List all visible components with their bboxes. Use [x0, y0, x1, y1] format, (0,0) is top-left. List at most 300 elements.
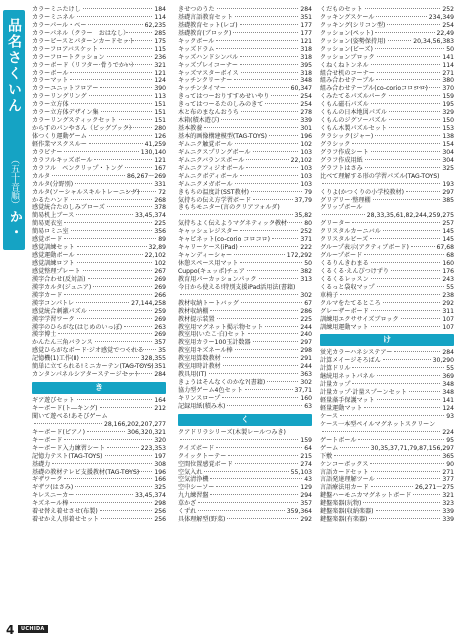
index-entry — [32, 421, 166, 429]
entry-pages: 126 — [154, 133, 166, 140]
entry-name: クリスタルビーズ — [320, 236, 369, 244]
index-entry — [32, 363, 166, 371]
entry-pages: 304 — [442, 156, 454, 164]
entry-name: クッキング(シリコン型) — [320, 21, 386, 29]
entry-name: キーボード(ピアノ) — [32, 428, 86, 436]
entry-pages: 184 — [154, 6, 166, 13]
index-entry — [320, 252, 454, 260]
leader-dots — [88, 24, 142, 25]
leader-dots — [322, 183, 440, 184]
leader-dots — [101, 111, 153, 112]
index-entry — [320, 461, 454, 469]
entry-pages: 223,353 — [140, 444, 166, 452]
entry-pages: 385 — [442, 196, 454, 204]
entry-pages: 160 — [300, 394, 312, 402]
index-entry — [320, 316, 454, 324]
entry-name: ゲーム — [320, 444, 339, 452]
leader-dots — [373, 199, 441, 200]
entry-name: くねくねトンネル — [320, 61, 369, 69]
entry-pages: 291 — [300, 355, 312, 363]
leader-dots — [217, 318, 299, 319]
section-header: く — [178, 414, 312, 426]
entry-pages: 80 — [304, 220, 312, 228]
entry-name: 記録用紙(積み木) — [178, 402, 226, 410]
index-entry — [320, 30, 454, 38]
entry-pages: 284 — [154, 371, 166, 379]
entry-name: きもちの温度計(SST教材) — [178, 188, 250, 196]
index-entry — [178, 437, 312, 445]
leader-dots — [126, 191, 156, 192]
entry-pages: 359,364 — [286, 508, 312, 516]
index-entry — [178, 453, 312, 461]
entry-name: 軽量運動マット — [320, 405, 363, 412]
entry-pages: 124 — [154, 77, 166, 85]
entry-name: カラーユニットフロアー — [32, 85, 99, 93]
index-entry — [32, 30, 166, 38]
entry-name: カラーボード（リフター·骨うでかい） — [32, 61, 138, 69]
entry-pages: 166 — [154, 476, 166, 484]
leader-dots — [389, 119, 441, 120]
entry-name: 基礎力 — [32, 460, 51, 468]
entry-name: キッチンタイマー — [178, 85, 226, 93]
leader-dots — [387, 24, 440, 25]
entry-name: かんたん三角バランス — [32, 339, 93, 347]
leader-dots — [375, 48, 444, 49]
leader-dots — [71, 103, 153, 104]
leader-dots — [267, 381, 298, 382]
leader-dots — [95, 341, 153, 342]
index-entry — [320, 308, 454, 316]
entry-name: 感覚運動ボール — [32, 252, 75, 260]
entry-pages: 294 — [300, 492, 312, 500]
index-entry — [320, 405, 454, 413]
leader-dots — [240, 24, 299, 25]
entry-name: くるくるレッスン — [320, 275, 369, 283]
entry-pages: 329 — [442, 109, 454, 117]
entry-name: 感覚訓練ロフト — [32, 260, 75, 267]
index-entry — [178, 387, 312, 395]
entry-name: 感覚整理プレート — [32, 267, 81, 275]
entry-name: キズネール棒 — [32, 500, 69, 508]
leader-dots — [272, 238, 298, 239]
entry-name: からすのパンやさん（ビッグブック） — [32, 125, 135, 133]
index-entry — [32, 173, 166, 181]
index-entry — [178, 165, 312, 173]
entry-pages: 339 — [442, 516, 454, 524]
entry-pages: 72 — [158, 188, 166, 196]
index-title: 品名さくいん — [6, 18, 22, 114]
leader-dots — [107, 206, 153, 207]
index-entry — [178, 22, 312, 30]
index-entry — [32, 165, 166, 173]
entry-name: クッション(姿勢保持用) — [320, 37, 386, 45]
entry-name: 空気入れ — [178, 468, 203, 476]
entry-name: 軽量藻手保護マット — [320, 397, 375, 405]
leader-dots — [265, 103, 298, 104]
leader-dots — [388, 40, 412, 41]
entry-name: 感覚ボード — [32, 236, 63, 244]
entry-pages: 107 — [442, 323, 454, 331]
leader-dots — [94, 159, 152, 160]
index-entry — [178, 62, 312, 70]
entry-name: 言語発達理解ツール — [320, 476, 375, 484]
leader-dots — [210, 310, 298, 311]
index-entry — [178, 379, 312, 387]
entry-name: 鍵盤楽器(玩物) — [320, 500, 362, 508]
leader-dots — [235, 143, 299, 144]
leader-dots — [246, 159, 288, 160]
leader-dots — [88, 278, 153, 279]
entry-name: くるくる·えんぴつけずり — [320, 267, 389, 275]
leader-dots — [240, 64, 298, 65]
entry-name: ケンコーボックス — [320, 460, 369, 468]
entry-name: ケース一本型ペイルマグネットスクリーン — [320, 420, 436, 428]
leader-dots — [377, 375, 441, 376]
index-entry — [320, 133, 454, 141]
index-entry — [178, 395, 312, 403]
leader-dots — [413, 494, 440, 495]
entry-name: くだものセット — [320, 6, 363, 13]
entry-pages: 222 — [300, 244, 312, 252]
entry-name: 漢字学習ワーク — [32, 315, 75, 323]
entry-pages: 55 — [446, 283, 454, 291]
entry-name: キッズハンドシンバル — [178, 53, 239, 61]
entry-name: ギムニクボディボール — [178, 172, 239, 180]
index-entry — [32, 181, 166, 189]
leader-dots — [101, 518, 152, 519]
entry-pages: 121 — [154, 156, 166, 164]
index-entry — [32, 6, 166, 14]
entry-name: キーボード(ト―キング) — [32, 405, 98, 412]
index-entry — [32, 133, 166, 141]
entry-pages: 43 — [304, 476, 312, 484]
entry-pages: 20,34,56,383 — [413, 37, 454, 45]
entry-pages: 33,45,374 — [134, 492, 166, 500]
entry-name: キャッシュレジスター — [178, 228, 239, 236]
entry-name: カラー立方体デザイン集 — [32, 109, 99, 117]
index-entry — [178, 445, 312, 453]
index-entry — [32, 189, 166, 197]
leader-dots — [100, 510, 153, 511]
entry-pages: 26,271〜275 — [414, 484, 454, 492]
entry-name: くもんの日本地図パズル — [320, 109, 388, 117]
entry-name: 今日から使える!特別支援iPad活用法(書籍) — [178, 283, 296, 291]
index-entry — [178, 284, 312, 292]
entry-name: カラーボール — [32, 69, 69, 77]
index-entry — [178, 516, 312, 524]
leader-dots — [89, 310, 153, 311]
entry-pages: 68 — [446, 252, 454, 260]
entry-name: きってはつーおりすすめせいやり — [178, 93, 270, 101]
entry-pages: 257 — [442, 220, 454, 228]
entry-name: 基礎の教材テレビ支援教材(TAG-TOYS) — [32, 468, 140, 476]
index-entry — [178, 157, 312, 165]
leader-dots — [240, 56, 298, 57]
entry-name: クッション(ビーズ) — [320, 45, 373, 53]
entry-pages: 254 — [300, 93, 312, 101]
entry-pages: 365 — [442, 452, 454, 460]
index-entry — [32, 141, 166, 149]
entry-name: ケース — [320, 412, 338, 420]
entry-pages: 254 — [300, 101, 312, 109]
index-entry — [320, 181, 454, 189]
entry-pages: 243 — [442, 275, 454, 283]
leader-dots — [64, 294, 152, 295]
entry-pages: 371 — [300, 236, 312, 244]
leader-dots — [77, 16, 153, 17]
index-entry — [32, 46, 166, 54]
entry-name: 教室用キズネール棒 — [178, 347, 233, 355]
leader-dots — [383, 302, 441, 303]
entry-name: きょうはそんなくのかな?(書籍) — [178, 379, 266, 387]
entry-pages: 225 — [154, 220, 166, 228]
leader-dots — [100, 87, 152, 88]
leader-dots — [126, 365, 152, 366]
leader-dots — [105, 455, 153, 456]
leader-dots — [364, 254, 444, 255]
index-entry — [320, 445, 454, 453]
leader-dots — [64, 478, 152, 479]
entry-pages: 79 — [304, 188, 312, 196]
index-entry — [178, 292, 312, 300]
leader-dots — [76, 302, 129, 303]
index-entry — [32, 157, 166, 165]
leader-dots — [334, 455, 440, 456]
entry-name: クッションブロック — [320, 53, 375, 61]
entry-pages: 320 — [154, 436, 166, 444]
leader-dots — [180, 214, 293, 215]
entry-pages: 356 — [154, 228, 166, 236]
entry-name: ギザツ(はさみ) — [32, 484, 74, 492]
entry-name: 気持ちの伝え方学習ボード — [178, 196, 252, 204]
entry-pages: 167 — [154, 164, 166, 172]
index-entry — [32, 70, 166, 78]
index-entry — [32, 54, 166, 62]
index-entry — [178, 300, 312, 308]
leader-dots — [180, 294, 298, 295]
entry-pages: 321 — [442, 492, 454, 500]
entry-pages: 153 — [442, 125, 454, 133]
entry-pages: 22,49 — [436, 29, 454, 37]
leader-dots — [52, 463, 152, 464]
entry-name: 簡単に立てられる!ミニカーテン(TAG-TOYS) — [32, 363, 154, 371]
index-entry — [32, 117, 166, 125]
leader-dots — [227, 518, 298, 519]
entry-pages: 313 — [300, 275, 312, 283]
entry-name: 空中シーソー — [178, 484, 215, 492]
entry-pages: 121 — [154, 69, 166, 77]
entry-pages: 263 — [154, 323, 166, 331]
leader-dots — [272, 222, 302, 223]
leader-dots — [233, 32, 298, 33]
entry-pages: 348 — [442, 381, 454, 389]
index-entry — [320, 508, 454, 516]
entry-name: 教室用時計教材 — [178, 363, 221, 371]
leader-dots — [340, 294, 440, 295]
index-entry — [178, 508, 312, 516]
index-entry — [178, 461, 312, 469]
index-entry — [320, 189, 454, 197]
entry-name: キャンディーシャー — [178, 252, 233, 260]
leader-dots — [223, 365, 299, 366]
entry-pages: 348 — [442, 389, 454, 397]
entry-pages: 339 — [300, 117, 312, 125]
entry-name: 組み合わせテーブル — [320, 77, 375, 85]
leader-dots — [406, 191, 440, 192]
entry-pages: 395 — [300, 61, 312, 69]
entry-name: グループ表示(アクティブボード) — [320, 244, 409, 252]
index-entry — [178, 85, 312, 93]
entry-pages: 151 — [154, 101, 166, 109]
entry-pages: 60,347 — [290, 85, 312, 93]
index-entry — [178, 181, 312, 189]
leader-dots — [70, 502, 152, 503]
leader-dots — [217, 8, 299, 9]
leader-dots — [77, 254, 143, 255]
leader-dots — [371, 103, 441, 104]
leader-dots — [235, 463, 299, 464]
entry-pages: 298 — [154, 500, 166, 508]
entry-pages: 325 — [442, 164, 454, 172]
entry-name: カラビナー — [32, 148, 63, 156]
entry-pages: 267 — [154, 267, 166, 275]
leader-dots — [71, 199, 153, 200]
entry-pages: 63 — [304, 402, 312, 410]
entry-pages: 197 — [154, 452, 166, 460]
entry-pages: 308 — [154, 460, 166, 468]
entry-name: 気持ちよく伝えようマグネティック教材 — [178, 220, 288, 228]
index-entry — [320, 14, 454, 22]
leader-dots — [391, 270, 440, 271]
leader-dots — [377, 56, 441, 57]
leader-dots — [83, 270, 153, 271]
leader-dots — [180, 439, 298, 440]
entry-name: 空間位置感覚ボード — [178, 460, 233, 468]
index-entry — [178, 308, 312, 316]
leader-dots — [100, 48, 152, 49]
entry-name: カルタ(分野別) — [32, 180, 74, 188]
leader-dots — [241, 302, 302, 303]
index-entry — [32, 236, 166, 244]
section-header: け — [320, 334, 454, 346]
entry-pages: 164 — [154, 397, 166, 405]
index-entry — [320, 117, 454, 125]
leader-dots — [70, 72, 152, 73]
entry-name: カラーピースとパターンカードセット — [32, 37, 135, 45]
entry-pages: 102 — [154, 260, 166, 267]
entry-name: カルタ — [32, 172, 51, 180]
entry-name: 着せかえ人形着せセット — [32, 516, 100, 524]
entry-pages: 269 — [154, 275, 166, 283]
leader-dots — [383, 230, 441, 231]
leader-dots — [371, 486, 413, 487]
index-entry — [320, 516, 454, 524]
index-entry — [32, 77, 166, 85]
index-column-3 — [320, 6, 454, 524]
index-entry — [32, 268, 166, 276]
entry-name: カラー立方体 — [32, 101, 69, 109]
entry-name: カラーリングリング — [32, 93, 87, 101]
index-entry — [320, 204, 454, 212]
entry-name: キリンスロープ — [178, 394, 221, 402]
entry-pages: 159 — [442, 93, 454, 101]
entry-name: 言語療法用カード — [320, 484, 369, 492]
index-entry — [178, 429, 312, 437]
index-entry — [320, 141, 454, 149]
entry-name: 鍵盤楽器(有楽器) — [320, 516, 368, 524]
entry-name: 感覚統合刺激パズル — [32, 307, 87, 315]
entry-pages: 318 — [300, 69, 312, 77]
entry-name: 基本教養 — [178, 125, 203, 133]
entry-pages: 154 — [442, 140, 454, 148]
entry-name: クイズボード — [178, 444, 215, 452]
entry-name: グラシック — [320, 140, 351, 148]
entry-pages: 32,89 — [148, 244, 166, 252]
entry-name: 組合せ机のコーナー — [320, 69, 375, 77]
entry-pages: 95 — [446, 436, 454, 444]
index-entry — [178, 260, 312, 268]
index-entry — [32, 445, 166, 453]
index-entry — [178, 133, 312, 141]
index-entry — [32, 252, 166, 260]
leader-dots — [64, 439, 152, 440]
leader-dots — [352, 367, 444, 368]
entry-name: 漢字コンパトレ — [32, 299, 75, 307]
entry-name: くずれ — [178, 508, 197, 516]
entry-name: 訓練用エクササイズブロック — [320, 315, 399, 323]
leader-dots — [126, 373, 152, 374]
entry-name: クイックトーテー — [178, 452, 227, 460]
index-entry — [178, 236, 312, 244]
entry-pages: 103 — [300, 180, 312, 188]
index-entry — [178, 30, 312, 38]
leader-dots — [89, 135, 153, 136]
entry-name: 感覚ひらがなボード·ジオ感覚でつくれる — [32, 347, 144, 355]
entry-pages: 306,320,321 — [127, 428, 166, 436]
leader-dots — [107, 56, 153, 57]
entry-name: 蛍光カラーハネシステアー — [320, 349, 393, 357]
entry-pages: 311 — [442, 307, 454, 315]
entry-pages: 380 — [442, 77, 454, 85]
index-entry — [178, 101, 312, 109]
entry-name: 鍵盤ハーモニカマグネットボード — [320, 492, 412, 500]
index-title-band — [3, 10, 25, 250]
index-entry — [178, 268, 312, 276]
index-entry — [32, 260, 166, 268]
entry-pages: 37,71 — [294, 387, 312, 394]
leader-dots — [126, 349, 156, 350]
entry-pages: 378 — [154, 204, 166, 212]
leader-dots — [253, 341, 299, 342]
entry-pages: 274 — [300, 460, 312, 468]
entry-name: 教材提示装置 — [178, 315, 215, 323]
entry-pages: 321 — [154, 61, 166, 69]
index-entry — [320, 6, 454, 14]
index-entry — [320, 125, 454, 133]
entry-name: 感覚統合たのしみブローズ — [32, 204, 105, 212]
leader-dots — [64, 151, 138, 152]
entry-name: グラフ作成用紙 — [320, 156, 363, 164]
index-entry — [320, 413, 454, 421]
entry-pages: 102 — [300, 140, 312, 148]
entry-name: くもんのジグソーパズル — [320, 117, 387, 125]
index-entry — [178, 173, 312, 181]
index-entry — [32, 508, 166, 516]
leader-dots — [89, 95, 153, 96]
entry-pages: 67 — [304, 299, 312, 307]
index-entry — [320, 109, 454, 117]
entry-name: くみたてるパズルパーク — [320, 93, 387, 101]
